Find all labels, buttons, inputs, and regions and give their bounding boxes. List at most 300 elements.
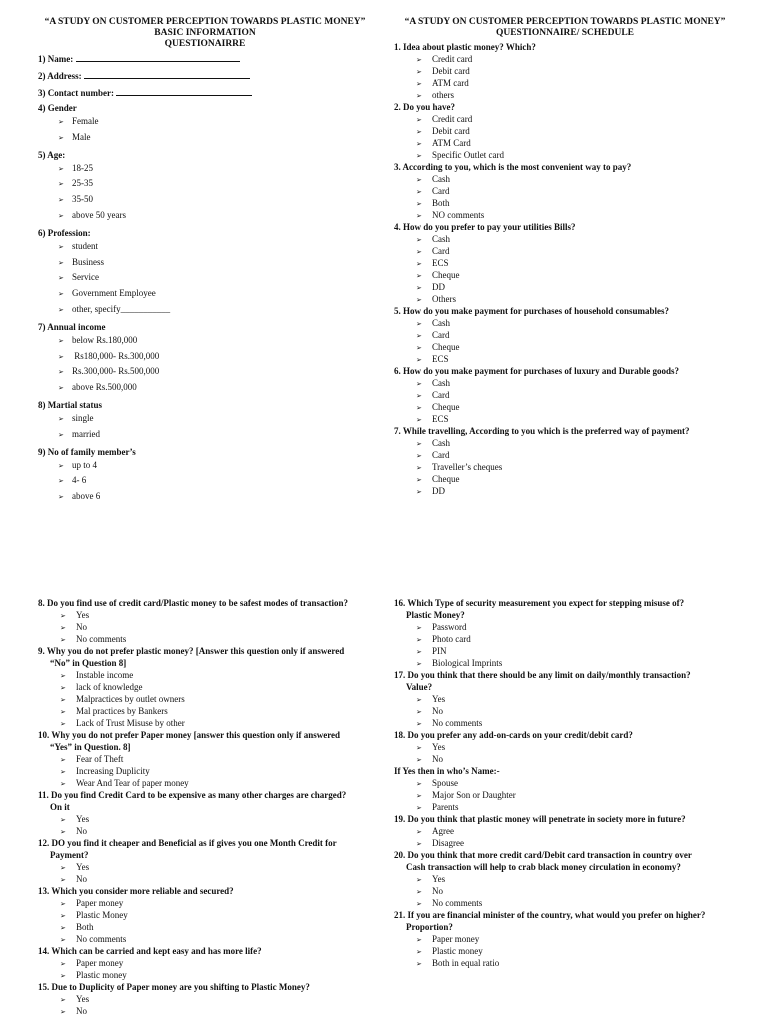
question-text-continued: Plastic Money?: [406, 610, 465, 620]
questionnaire-heading: QUESTIONAIRRE: [164, 39, 246, 49]
option-label: up to 4: [72, 459, 98, 470]
contact-blank[interactable]: [116, 86, 252, 96]
question-options: [38, 609, 388, 645]
option-label: Yes: [76, 994, 90, 1004]
question-3: 3. According to you, which is the most convenient way to pay?: [394, 162, 632, 172]
arrow-bullet-icon: ➢: [416, 236, 422, 244]
option-item[interactable]: [38, 192, 368, 208]
option-item[interactable]: [394, 257, 754, 269]
option-item[interactable]: [394, 209, 754, 221]
question-options: [394, 933, 754, 969]
question-options: [394, 621, 754, 669]
option-item[interactable]: [38, 411, 368, 427]
option-label: Agree: [432, 826, 454, 836]
option-item[interactable]: [38, 969, 388, 981]
option-item[interactable]: [394, 341, 754, 353]
arrow-bullet-icon: ➢: [58, 336, 64, 345]
question-text: 21. If you are financial minister of the country, what would you prefer on higher?: [394, 910, 706, 920]
schedule-header: [400, 17, 730, 39]
question-text: 13. Which you consider more reliable and secured?: [38, 886, 234, 896]
option-item[interactable]: [38, 333, 368, 349]
question-text-continued: Value?: [406, 682, 433, 692]
option-item[interactable]: [394, 693, 754, 705]
option-item[interactable]: [38, 239, 368, 255]
option-item[interactable]: [38, 427, 368, 443]
option-label: No: [76, 874, 87, 884]
questions-8-to-15: [38, 597, 388, 1017]
option-label: Major Son or Daughter: [432, 790, 516, 800]
option-label: Cash: [432, 438, 450, 448]
option-item[interactable]: [394, 633, 754, 645]
option-item[interactable]: [38, 255, 368, 271]
arrow-bullet-icon: ➢: [416, 756, 422, 764]
option-label: Plastic Money: [76, 910, 128, 920]
option-label: Cash: [432, 234, 450, 244]
arrow-bullet-icon: ➢: [416, 248, 422, 256]
option-label: married: [72, 428, 100, 439]
arrow-bullet-icon: ➢: [58, 461, 64, 470]
basic-information-section: [38, 52, 368, 505]
option-item[interactable]: [38, 921, 388, 933]
question-7-options: [394, 437, 754, 497]
arrow-bullet-icon: ➢: [416, 888, 422, 896]
arrow-bullet-icon: ➢: [416, 56, 422, 64]
option-label: Credit card: [432, 54, 473, 64]
option-item[interactable]: [394, 717, 754, 729]
option-label: Card: [432, 186, 450, 196]
option-item[interactable]: [38, 861, 388, 873]
option-label: Yes: [432, 874, 446, 884]
option-item[interactable]: [38, 380, 368, 396]
option-label: Male: [72, 131, 91, 142]
income-options: [38, 333, 368, 396]
option-label: Specific Outlet card: [432, 150, 504, 160]
arrow-bullet-icon: ➢: [416, 92, 422, 100]
option-label: No comments: [76, 934, 127, 944]
option-item[interactable]: [38, 717, 388, 729]
arrow-bullet-icon: ➢: [60, 696, 66, 704]
option-item[interactable]: [394, 293, 754, 305]
profession-options: [38, 239, 368, 318]
option-item[interactable]: [38, 458, 368, 474]
option-label: Yes: [76, 862, 90, 872]
option-label: Photo card: [432, 634, 471, 644]
option-label: No comments: [432, 718, 483, 728]
arrow-bullet-icon: ➢: [60, 624, 66, 632]
arrow-bullet-icon: ➢: [416, 660, 422, 668]
option-label: Cheque: [432, 270, 460, 280]
option-item[interactable]: [394, 945, 754, 957]
question-text: 17. Do you think that there should be any limit on daily/monthly transaction?: [394, 670, 691, 680]
option-item[interactable]: [394, 77, 754, 89]
option-label: student: [72, 240, 98, 251]
option-item[interactable]: [38, 621, 388, 633]
option-label: Paper money: [76, 898, 124, 908]
option-item[interactable]: [394, 705, 754, 717]
question-options: [394, 693, 754, 729]
option-label: 4- 6: [72, 475, 87, 486]
option-item[interactable]: [394, 825, 754, 837]
option-label: ECS: [432, 414, 449, 424]
arrow-bullet-icon: ➢: [416, 696, 422, 704]
question-6: 6. How do you make payment for purchases of luxury and Durable goods?: [394, 366, 679, 376]
option-label: Card: [432, 246, 450, 256]
question-2-options: [394, 113, 754, 161]
option-label: Credit card: [432, 114, 473, 124]
option-label: Cheque: [432, 342, 460, 352]
option-item[interactable]: [38, 609, 388, 621]
arrow-bullet-icon: ➢: [58, 477, 64, 486]
option-item[interactable]: [394, 65, 754, 77]
arrow-bullet-icon: ➢: [58, 242, 64, 251]
option-item[interactable]: [38, 208, 368, 224]
option-item[interactable]: [38, 1005, 388, 1017]
option-label: Plastic money: [432, 946, 483, 956]
option-item[interactable]: [38, 909, 388, 921]
question-text: 15. Due to Duplicity of Paper money are you shifting to Plastic Money?: [38, 982, 310, 992]
arrow-bullet-icon: ➢: [60, 612, 66, 620]
option-item[interactable]: [38, 302, 368, 318]
question-5-options: [394, 317, 754, 365]
option-item[interactable]: [38, 270, 368, 286]
arrow-bullet-icon: ➢: [60, 720, 66, 728]
profession-question: 6) Profession:: [38, 227, 91, 238]
option-label: Business: [72, 256, 105, 267]
name-blank[interactable]: [76, 52, 240, 62]
option-label: Both in equal ratio: [432, 958, 500, 968]
question-options: [38, 753, 388, 789]
question-text: 9. Why you do not prefer plastic money? [Answer this question only if answered: [38, 646, 345, 656]
option-item[interactable]: [38, 897, 388, 909]
option-label: Lack of Trust Misuse by other: [76, 718, 185, 728]
option-label: Debit card: [432, 66, 470, 76]
arrow-bullet-icon: ➢: [416, 948, 422, 956]
arrow-bullet-icon: ➢: [416, 744, 422, 752]
age-question: 5) Age:: [38, 149, 66, 160]
option-label: Cash: [432, 318, 450, 328]
option-item[interactable]: [38, 993, 388, 1005]
arrow-bullet-icon: ➢: [60, 708, 66, 716]
option-label: Traveller’s cheques: [432, 462, 503, 472]
option-item[interactable]: [394, 449, 754, 461]
gender-question: 4) Gender: [38, 103, 77, 113]
arrow-bullet-icon: ➢: [416, 900, 422, 908]
option-item[interactable]: [394, 461, 754, 473]
option-item[interactable]: [394, 777, 754, 789]
arrow-bullet-icon: ➢: [416, 356, 422, 364]
arrow-bullet-icon: ➢: [416, 140, 422, 148]
arrow-bullet-icon: ➢: [416, 320, 422, 328]
arrow-bullet-icon: ➢: [416, 488, 422, 496]
arrow-bullet-icon: ➢: [416, 624, 422, 632]
option-label: above 50 years: [72, 209, 126, 220]
arrow-bullet-icon: ➢: [416, 176, 422, 184]
option-item[interactable]: [394, 233, 754, 245]
option-item[interactable]: [394, 789, 754, 801]
option-label: Card: [432, 450, 450, 460]
arrow-bullet-icon: ➢: [416, 128, 422, 136]
age-options: [38, 161, 368, 224]
arrow-bullet-icon: ➢: [60, 972, 66, 980]
arrow-bullet-icon: ➢: [58, 414, 64, 423]
option-item[interactable]: [394, 173, 754, 185]
option-label: Yes: [432, 694, 446, 704]
name-field[interactable]: [38, 52, 368, 65]
arrow-bullet-icon: ➢: [60, 672, 66, 680]
option-label: Others: [432, 294, 456, 304]
option-item[interactable]: [394, 485, 754, 497]
question-text: 11. Do you find Credit Card to be expensive as many other charges are charged?: [38, 790, 347, 800]
option-label: Fear of Theft: [76, 754, 124, 764]
option-item[interactable]: [38, 489, 368, 505]
questions-16-to-21: [394, 597, 754, 969]
option-item[interactable]: [38, 349, 368, 365]
arrow-bullet-icon: ➢: [58, 164, 64, 173]
arrow-bullet-icon: ➢: [416, 780, 422, 788]
option-label: No: [432, 886, 443, 896]
arrow-bullet-icon: ➢: [416, 200, 422, 208]
arrow-bullet-icon: ➢: [60, 816, 66, 824]
income-question: 7) Annual income: [38, 321, 106, 332]
option-item[interactable]: [38, 161, 368, 177]
arrow-bullet-icon: ➢: [416, 792, 422, 800]
option-label: Yes: [432, 742, 446, 752]
option-label: No comments: [432, 898, 483, 908]
option-item[interactable]: [394, 933, 754, 945]
option-item[interactable]: [394, 137, 754, 149]
arrow-bullet-icon: ➢: [416, 464, 422, 472]
option-item[interactable]: [38, 705, 388, 717]
question-options: [38, 957, 388, 981]
option-label: Female: [72, 116, 99, 126]
arrow-bullet-icon: ➢: [58, 368, 64, 377]
option-item[interactable]: [394, 197, 754, 209]
arrow-bullet-icon: ➢: [60, 960, 66, 968]
arrow-bullet-icon: ➢: [416, 260, 422, 268]
arrow-bullet-icon: ➢: [416, 708, 422, 716]
option-label: No: [432, 706, 443, 716]
question-text: 20. Do you think that more credit card/Debit card transaction in country over: [394, 850, 692, 860]
arrow-bullet-icon: ➢: [416, 296, 422, 304]
question-text: 19. Do you think that plastic money will penetrate in society more in future?: [394, 814, 686, 824]
arrow-bullet-icon: ➢: [58, 352, 64, 361]
arrow-bullet-icon: ➢: [58, 290, 64, 299]
option-label: others: [432, 90, 454, 100]
question-text-continued: “Yes” in Question. 8]: [50, 742, 131, 752]
option-item[interactable]: [394, 753, 754, 765]
option-item[interactable]: [394, 149, 754, 161]
option-item[interactable]: [394, 269, 754, 281]
contact-field[interactable]: [38, 86, 368, 99]
option-label: Parents: [432, 802, 459, 812]
option-item[interactable]: [394, 873, 754, 885]
option-item[interactable]: [394, 353, 754, 365]
option-item[interactable]: [394, 185, 754, 197]
option-item[interactable]: [394, 437, 754, 449]
arrow-bullet-icon: ➢: [60, 1008, 66, 1016]
option-label: Government Employee: [72, 288, 156, 299]
option-item[interactable]: [38, 473, 368, 489]
option-label: Service: [72, 272, 99, 283]
option-item[interactable]: [394, 389, 754, 401]
arrow-bullet-icon: ➢: [58, 258, 64, 267]
option-item[interactable]: [394, 329, 754, 341]
option-item[interactable]: [394, 741, 754, 753]
question-options: [394, 873, 754, 909]
arrow-bullet-icon: ➢: [60, 936, 66, 944]
option-item[interactable]: [38, 681, 388, 693]
question-6-options: [394, 377, 754, 425]
option-item[interactable]: [394, 113, 754, 125]
option-item[interactable]: [394, 413, 754, 425]
question-3-options: [394, 173, 754, 221]
option-label: Paper money: [432, 934, 480, 944]
arrow-bullet-icon: ➢: [60, 768, 66, 776]
arrow-bullet-icon: ➢: [60, 900, 66, 908]
option-item[interactable]: [394, 401, 754, 413]
arrow-bullet-icon: ➢: [60, 780, 66, 788]
option-item[interactable]: [38, 669, 388, 681]
arrow-bullet-icon: ➢: [58, 384, 64, 393]
arrow-bullet-icon: ➢: [416, 804, 422, 812]
survey-title-left: “A STUDY ON CUSTOMER PERCEPTION TOWARDS PLASTIC MONEY”: [44, 17, 366, 27]
arrow-bullet-icon: ➢: [58, 211, 64, 220]
option-label: Biological Imprints: [432, 658, 503, 668]
schedule-heading: QUESTIONNAIRE/ SCHEDULE: [495, 28, 635, 38]
option-label: NO comments: [432, 210, 485, 220]
option-item[interactable]: [394, 837, 754, 849]
gender-options: [38, 114, 368, 146]
option-label: Card: [432, 330, 450, 340]
arrow-bullet-icon: ➢: [60, 912, 66, 920]
option-item[interactable]: [38, 364, 368, 380]
option-label: other, specify___________: [72, 303, 171, 314]
question-1: 1. Idea about plastic money? Which?: [394, 42, 536, 52]
arrow-bullet-icon: ➢: [416, 68, 422, 76]
option-item[interactable]: [38, 813, 388, 825]
option-label: No: [76, 622, 87, 632]
arrow-bullet-icon: ➢: [58, 493, 64, 502]
arrow-bullet-icon: ➢: [60, 924, 66, 932]
arrow-bullet-icon: ➢: [416, 80, 422, 88]
arrow-bullet-icon: ➢: [416, 344, 422, 352]
arrow-bullet-icon: ➢: [58, 118, 64, 126]
question-text-continued: “No” in Question 8]: [50, 658, 127, 668]
option-label: No: [76, 826, 87, 836]
option-label: lack of knowledge: [76, 682, 143, 692]
option-item[interactable]: [394, 957, 754, 969]
option-label: Yes: [76, 814, 90, 824]
option-item[interactable]: [394, 281, 754, 293]
question-options: [38, 861, 388, 885]
question-text-continued: Cash transaction will help to crab black money circulation in economy?: [406, 862, 681, 872]
option-item[interactable]: [38, 957, 388, 969]
option-label: Mal practices by Bankers: [76, 706, 168, 716]
arrow-bullet-icon: ➢: [60, 756, 66, 764]
question-text: 16. Which Type of security measurement you expect for stepping misuse of?: [394, 598, 685, 608]
option-item[interactable]: [394, 317, 754, 329]
question-options: [38, 897, 388, 945]
option-label: Yes: [76, 610, 90, 620]
option-item[interactable]: [394, 621, 754, 633]
option-item[interactable]: [38, 693, 388, 705]
address-label: 2) Address:: [38, 71, 82, 81]
arrow-bullet-icon: ➢: [416, 188, 422, 196]
option-item[interactable]: [38, 825, 388, 837]
arrow-bullet-icon: ➢: [60, 876, 66, 884]
basic-information-heading: BASIC INFORMATION: [154, 28, 256, 38]
option-item[interactable]: [38, 753, 388, 765]
option-item[interactable]: [38, 114, 368, 130]
option-item[interactable]: [394, 657, 754, 669]
arrow-bullet-icon: ➢: [416, 936, 422, 944]
option-label: above Rs.500,000: [72, 382, 137, 393]
option-label: ECS: [432, 354, 449, 364]
arrow-bullet-icon: ➢: [416, 404, 422, 412]
arrow-bullet-icon: ➢: [58, 133, 64, 142]
question-text: 18. Do you prefer any add-on-cards on your credit/debit card?: [394, 730, 633, 740]
option-label: ECS: [432, 258, 449, 268]
option-item[interactable]: [38, 777, 388, 789]
option-item[interactable]: [394, 89, 754, 101]
arrow-bullet-icon: ➢: [416, 876, 422, 884]
option-label: ATM card: [432, 78, 469, 88]
option-item[interactable]: [394, 897, 754, 909]
question-text-continued: Proportion?: [406, 922, 453, 932]
option-label: DD: [432, 282, 445, 292]
option-item[interactable]: [394, 801, 754, 813]
arrow-bullet-icon: ➢: [60, 828, 66, 836]
option-item[interactable]: [394, 645, 754, 657]
address-blank[interactable]: [84, 69, 250, 79]
question-2: 2. Do you have?: [394, 102, 456, 112]
option-label: 35-50: [72, 194, 93, 205]
question-5: 5. How do you make payment for purchases of household consumables?: [394, 306, 669, 316]
arrow-bullet-icon: ➢: [416, 440, 422, 448]
option-item[interactable]: [394, 885, 754, 897]
option-item[interactable]: [38, 286, 368, 302]
option-item[interactable]: [38, 765, 388, 777]
arrow-bullet-icon: ➢: [416, 212, 422, 220]
option-item[interactable]: [394, 53, 754, 65]
option-item[interactable]: [38, 933, 388, 945]
option-label: Paper money: [76, 958, 124, 968]
arrow-bullet-icon: ➢: [416, 152, 422, 160]
option-item[interactable]: [38, 130, 368, 146]
option-item[interactable]: [394, 245, 754, 257]
option-label: Malpractices by outlet owners: [76, 694, 185, 704]
marital-question: 8) Martial status: [38, 399, 102, 410]
question-7: 7. While travelling, According to you which is the preferred way of payment?: [394, 426, 690, 436]
basic-info-header: [40, 17, 370, 50]
option-item[interactable]: [38, 633, 388, 645]
option-label: Wear And Tear of paper money: [76, 778, 189, 788]
option-item[interactable]: [38, 176, 368, 192]
option-label: Password: [432, 622, 467, 632]
option-label: ATM Card: [432, 138, 471, 148]
option-item[interactable]: [394, 473, 754, 485]
address-field[interactable]: [38, 69, 368, 82]
option-item[interactable]: [38, 873, 388, 885]
option-label: Cheque: [432, 402, 460, 412]
option-label: Increasing Duplicity: [76, 766, 150, 776]
arrow-bullet-icon: ➢: [416, 284, 422, 292]
option-item[interactable]: [394, 125, 754, 137]
marital-options: [38, 411, 368, 443]
arrow-bullet-icon: ➢: [60, 636, 66, 644]
arrow-bullet-icon: ➢: [416, 476, 422, 484]
option-item[interactable]: [394, 377, 754, 389]
